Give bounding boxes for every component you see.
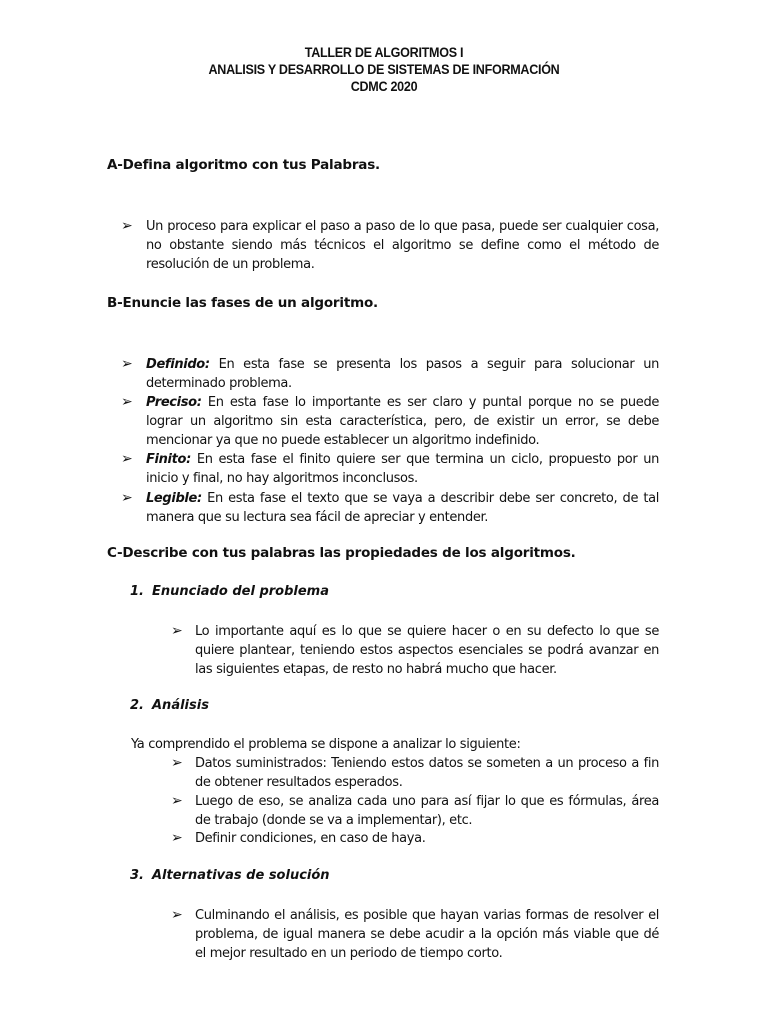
- section-a-answer: Un proceso para explicar el paso a paso de lo que pasa, puede ser cualquier cosa, no obstante siendo más técnicos el algoritmo se define como el método de resolución de un problema.: [146, 219, 659, 272]
- arrow-bullet-icon: ➢: [171, 907, 183, 923]
- section-a-heading: A-Defina algoritmo con tus Palabras.: [107, 157, 380, 173]
- item-number: 3.: [130, 868, 144, 883]
- header-code: CDMC 2020: [350, 79, 418, 94]
- phase-text: En esta fase el texto que se vaya a describir debe ser concreto, de tal manera que su lectura sea fácil de apreciar y entender.: [146, 491, 659, 525]
- phase-term: Finito:: [146, 452, 191, 467]
- section-c-heading: C-Describe con tus palabras las propiedades de los algoritmos.: [107, 545, 576, 561]
- arrow-bullet-icon: ➢: [171, 623, 183, 639]
- item3-bullet: Culminando el análisis, es posible que hayan varias formas de resolver el problema, de igual manera se debe acudir a la opción más viable que dé el mejor resultado en un periodo de tiempo corto.: [195, 908, 659, 961]
- item-number: 1.: [130, 584, 144, 599]
- item-title: Enunciado del problema: [152, 584, 329, 599]
- item-title: Alternativas de solución: [152, 868, 330, 883]
- arrow-bullet-icon: ➢: [171, 755, 183, 771]
- phase-item: [146, 450, 659, 488]
- phase-text: En esta fase se presenta los pasos a seguir para solucionar un determinado problema.: [146, 357, 659, 391]
- phase-term: Legible:: [146, 491, 202, 506]
- phase-text: En esta fase el finito quiere ser que termina un ciclo, propuesto por un inicio y final, no hay algoritmos inconclusos.: [146, 452, 659, 486]
- phase-term: Preciso:: [146, 395, 202, 410]
- arrow-bullet-icon: ➢: [121, 356, 133, 372]
- document-header: [27, 44, 741, 95]
- item2-bullet: Definir condiciones, en caso de haya.: [195, 831, 426, 846]
- item2-intro: Ya comprendido el problema se dispone a analizar lo siguiente:: [131, 737, 521, 752]
- arrow-bullet-icon: ➢: [121, 490, 133, 506]
- item2-bullet: Luego de eso, se analiza cada uno para así fijar lo que es fórmulas, área de trabajo (donde se va a implementar), etc.: [195, 794, 659, 828]
- item-number: 2.: [130, 698, 144, 713]
- section-b-heading: B-Enuncie las fases de un algoritmo.: [107, 295, 378, 311]
- header-title: TALLER DE ALGORITMOS I: [304, 45, 464, 60]
- arrow-bullet-icon: ➢: [171, 830, 183, 846]
- header-subtitle: ANALISIS Y DESARROLLO DE SISTEMAS DE INFORMACIÓN: [208, 62, 560, 77]
- phase-item: [146, 355, 659, 393]
- arrow-bullet-icon: ➢: [121, 218, 133, 234]
- phase-item: [146, 393, 659, 450]
- arrow-bullet-icon: ➢: [121, 451, 133, 467]
- item2-bullet: Datos suministrados: Teniendo estos datos se someten a un proceso a fin de obtener resultados esperados.: [195, 756, 659, 790]
- arrow-bullet-icon: ➢: [171, 793, 183, 809]
- arrow-bullet-icon: ➢: [121, 394, 133, 410]
- item1-bullet: Lo importante aquí es lo que se quiere hacer o en su defecto lo que se quiere plantear, teniendo estos aspectos esenciales se podrá avanzar en las siguientes etapas, de resto no habrá mucho que hacer.: [195, 624, 659, 677]
- phase-item: [146, 489, 659, 527]
- phase-text: En esta fase lo importante es ser claro y puntal porque no se puede lograr un algoritmo sin esta característica, pero, de existir un error, se debe mencionar ya que no puede establecer un algoritmo indefinido.: [146, 395, 659, 448]
- item-title: Análisis: [152, 698, 209, 713]
- phase-term: Definido:: [146, 357, 210, 372]
